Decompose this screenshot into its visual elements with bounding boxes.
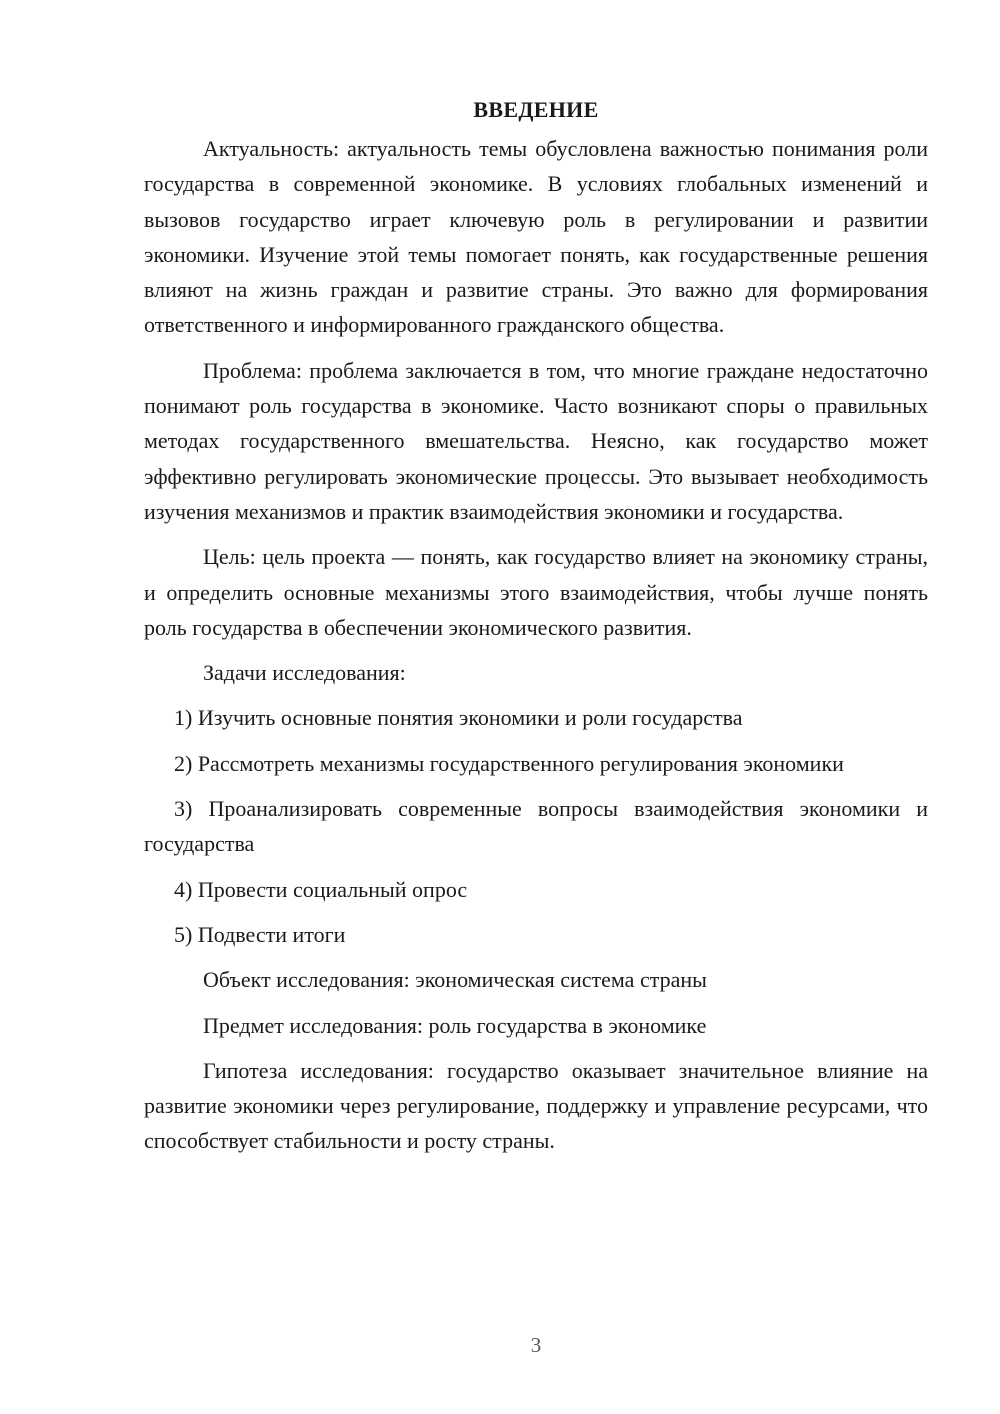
document-page	[144, 92, 928, 1169]
page-number: 3	[530, 1333, 542, 1357]
research-hypothesis: Гипотеза исследования: государство оказывает значительное влияние на развитие экономики через регулирование, поддержку и управление ресурсами, что способствует стабильности и росту страны.	[144, 1057, 928, 1154]
task-item-5: 5) Подвести итоги	[174, 921, 346, 947]
research-subject: Предмет исследования: роль государства в экономике	[203, 1012, 707, 1038]
problem-paragraph: Проблема: проблема заключается в том, что многие граждане недостаточно понимают роль государства в экономике. Часто возникают споры о правильных методах государственного вмешательства. Неясно, как государство может эффективно регулировать экономические процессы. Это вызывает необходимость изучения механизмов и практик взаимодействия экономики и государства.	[144, 357, 928, 524]
goal-paragraph: Цель: цель проекта — понять, как государство влияет на экономику страны, и определить основные механизмы этого взаимодействия, чтобы лучше понять роль государства в обеспечении экономического развития.	[144, 544, 928, 640]
task-item-4: 4) Провести социальный опрос	[174, 876, 468, 902]
relevance-paragraph: Актуальность: актуальность темы обусловлена важностью понимания роли государства в современной экономике. В условиях глобальных изменений и вызовов государство играет ключевую роль в регулировании и развитии экономики. Изучение этой темы помогает понять, как государственные решения влияют на жизнь граждан и развитие страны. Это важно для формирования ответственного и информированного гражданского общества.	[144, 136, 928, 338]
task-item-1: 1) Изучить основные понятия экономики и роли государства	[174, 705, 743, 731]
task-item-3: 3) Проанализировать современные вопросы взаимодействия экономики и государства	[144, 796, 928, 857]
research-object: Объект исследования: экономическая система страны	[203, 967, 707, 993]
tasks-heading: Задачи исследования:	[203, 660, 406, 686]
section-title: ВВЕДЕНИЕ	[473, 97, 599, 122]
task-item-2: 2) Рассмотреть механизмы государственного регулирования экономики	[174, 750, 844, 776]
